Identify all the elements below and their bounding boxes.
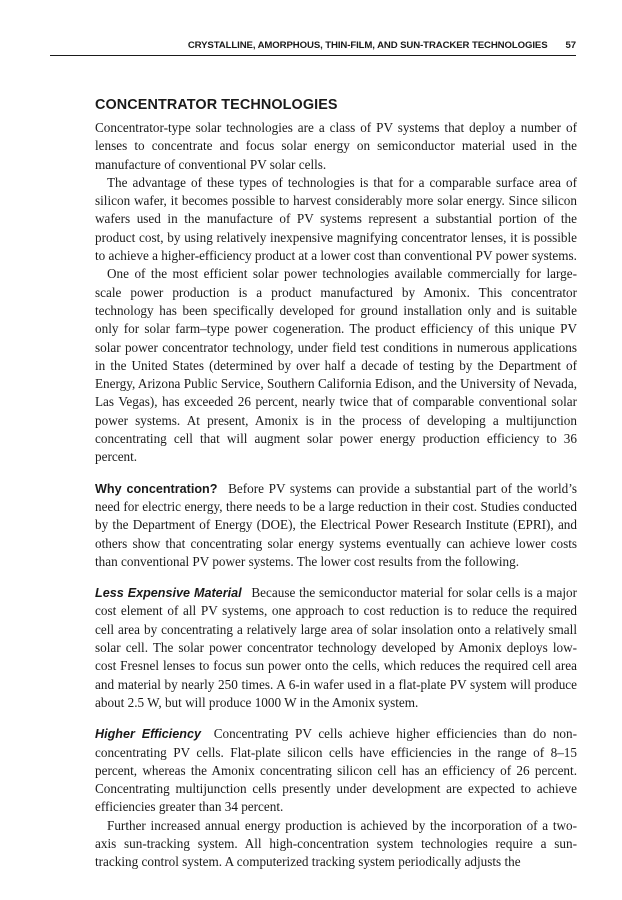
page-number: 57	[565, 40, 576, 51]
paragraph-advantage: The advantage of these types of technologies is that for a comparable surface area of silicon wafer, it becomes possible to harvest considerably more solar energy. Since silicon wafers used in the manufacture of PV systems represent a substantial portion of the product cost, by using relatively inexpensive magnifying concentrator lenses, it is possible to achieve a higher-efficiency product at a lower cost than conventional PV power systems.	[95, 174, 577, 264]
running-header	[50, 40, 576, 56]
paragraph-higher-efficiency	[95, 725, 577, 816]
run-in-heading-higher-efficiency: Higher Efficiency	[95, 727, 202, 742]
running-title: CRYSTALLINE, AMORPHOUS, THIN-FILM, AND SUN-TRACKER TECHNOLOGIES	[187, 40, 548, 51]
run-in-heading-less-expensive-material: Less Expensive Material	[95, 586, 242, 601]
body-text	[95, 94, 577, 872]
paragraph-intro: Concentrator-type solar technologies are a class of PV systems that deploy a number of lenses to concentrate and focus solar energy on semiconductor material used in the manufacture of conventional PV solar cells.	[95, 120, 577, 172]
section-heading: CONCENTRATOR TECHNOLOGIES	[95, 97, 338, 113]
paragraph-sun-tracking: Further increased annual energy production is achieved by the incorporation of a two-axis sun-tracking system. All high-concentration system technologies require a sun-tracking control system. A computerized tracking system periodically adjusts the	[95, 817, 577, 870]
paragraph-why-concentration	[95, 480, 577, 571]
paragraph-amonix: One of the most efficient solar power technologies available commercially for large-scale power production is a product manufactured by Amonix. This concentrator technology has been specifically developed for ground installation only and is suitable only for solar farm–type power cogeneration. The product efficiency of this unique PV solar power concentrator technology, under field test conditions in numerous applications in the United States (determined by over half a decade of testing by the Department of Energy, Arizona Public Service, Southern California Edison, and the University of Nevada, Las Vegas), has exceeded 26 percent, nearly twice that of comparable conventional solar power systems. At present, Amonix is in the process of developing a multijunction concentrating cell that will augment solar power energy production efficiency to 36 percent.	[95, 266, 577, 465]
run-in-heading-why-concentration: Why concentration?	[95, 481, 218, 496]
less-expensive-material-text: Because the semiconductor material for solar cells is a major cost element of all PV systems, one approach to cost reduction is to reduce the required cell area by concentrating a relatively large area of solar insolation onto a relatively small solar cell. The solar power concentrator technology developed by Amonix deploys low-cost Fresnel lenses to focus sun power onto the cells, which reduces the required cell area and material by nearly 250 times. A 6-in wafer used in a flat-plate PV system will produce about 2.5 W, but will produce 1000 W in the Amonix system.	[95, 585, 577, 710]
why-concentration-text: Before PV systems can provide a substantial part of the world’s need for electric energy, there needs to be a large reduction in their cost. Studies conducted by the Department of Energy (DOE), the Electrical Power Research Institute (EPRI), and others show that concentrating solar energy systems eventually can achieve lower costs than conventional PV power systems. The lower cost results from the following.	[95, 480, 578, 569]
higher-efficiency-text: Concentrating PV cells achieve higher efficiencies than do non-concentrating PV cells. Flat-plate silicon cells have efficiencies in the range of 8–15 percent, whereas the Amonix concentrating silicon cell has an efficiency of 26 percent. Concentrating multijunction cells presently under development are expected to achieve efficiencies greater than 34 percent.	[95, 726, 578, 815]
paragraph-less-expensive-material	[95, 584, 577, 712]
